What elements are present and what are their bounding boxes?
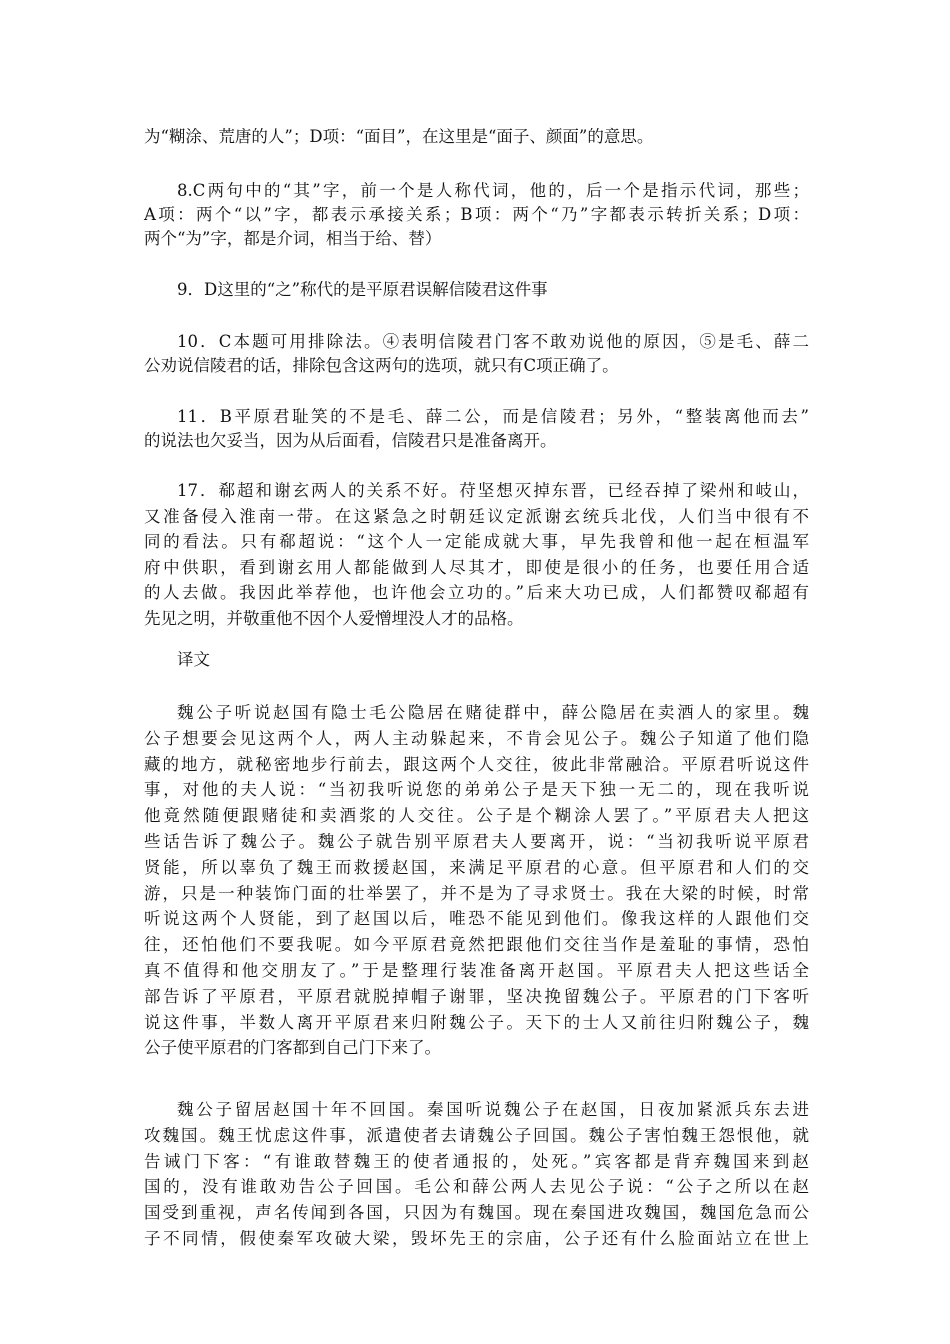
answer-paragraph-11 [144, 405, 809, 453]
text-line [144, 1200, 809, 1226]
text-segment: 事，对他的夫人说：“当初我听说您的弟弟公子是天下独一无二的，现在我听说 [144, 780, 809, 800]
text-segment: 部告诉了平原君，平原君就脱掉帽子谢罪，坚决挽留魏公子。平原君的门下客听 [144, 986, 809, 1006]
text-line: 9．D这里的“之”称代的是平原君误解信陵君这件事 [177, 280, 548, 299]
text-segment: 的人去做。我因此举荐他，也许他会立功的。”后来大功已成，人们都赞叹郗超有 [144, 583, 809, 602]
text-line [144, 958, 809, 984]
text-line [144, 932, 809, 958]
answer-paragraph-17 [144, 478, 809, 631]
text-segment: 11．B平原君耻笑的不是毛、薛二公，而是信陵君；另外，“整装离他而去” [177, 407, 809, 426]
text-segment: 他竟然随便跟赌徒和卖酒浆的人交往。公子是个糊涂人罢了。”平原君夫人把这 [144, 806, 809, 826]
text-line [144, 529, 809, 555]
text-line [144, 1149, 809, 1175]
text-line [144, 855, 809, 881]
text-segment: 国的，没有谁敢劝告公子回国。毛公和薛公两人去见公子说：“公子之所以在赵 [144, 1177, 809, 1197]
text-line [144, 1174, 809, 1200]
text-line: 两个“为”字，都是介词，相当于给、替） [144, 229, 442, 248]
text-segment: 魏公子留居赵国十年不回国。秦国听说魏公子在赵国，日夜加紧派兵东去进 [177, 1100, 809, 1119]
answer-paragraph-8 [144, 179, 809, 251]
text-line: 公劝说信陵君的话，排除包含这两句的选项，就只有C项正确了。 [144, 356, 619, 375]
text-line [144, 726, 809, 752]
text-segment: 17．郗超和谢玄两人的关系不好。苻坚想灭掉东晋，已经吞掉了梁州和岐山， [177, 481, 809, 500]
text-line [144, 752, 809, 778]
text-line [144, 1123, 809, 1149]
text-segment: 公子想要会见这两个人，两人主动躲起来，不肯会见公子。魏公子知道了他们隐 [144, 728, 809, 748]
text-segment: 国受到重视，声名传闻到各国，只因为有魏国。现在秦国进攻魏国，魏国危急而公 [144, 1203, 809, 1223]
text-line [144, 906, 809, 932]
text-segment: 子不同情，假使秦军攻破大梁，毁坏先王的宗庙，公子还有什么脸面站立在世上 [144, 1228, 809, 1248]
text-segment: 说这件事，半数人离开平原君来归附魏公子。天下的士人又前往归附魏公子，魏 [144, 1012, 809, 1032]
text-segment: 往，还怕他们不要我呢。如今平原君竟然把跟他们交往当作是羞耻的事情，恐怕 [144, 935, 809, 955]
text-line [144, 330, 809, 354]
answer-paragraph-9 [144, 278, 809, 302]
translation-heading [144, 648, 809, 672]
answer-paragraph-10 [144, 330, 809, 378]
text-line [144, 829, 809, 855]
text-line [144, 803, 809, 829]
text-line [144, 478, 809, 504]
text-line: 为“糊涂、荒唐的人”；D项：“面目”，在这里是“面子、颜面”的意思。 [144, 127, 654, 146]
text-segment: 8.C两句中的“其”字，前一个是人称代词，他的，后一个是指示代词，那些； [177, 181, 809, 200]
text-line [144, 881, 809, 907]
translation-paragraph-2 [144, 1097, 809, 1252]
text-line [144, 504, 809, 530]
text-line [144, 179, 809, 203]
text-line [144, 984, 809, 1010]
text-line [144, 1010, 809, 1036]
text-line [144, 700, 809, 726]
text-line: 的说法也欠妥当，因为从后面看，信陵君只是准备离开。 [144, 431, 557, 450]
text-line [144, 1097, 809, 1123]
text-segment: 贤能，所以辜负了魏王而救援赵国，来满足平原君的心意。但平原君和人们的交 [144, 857, 809, 877]
text-segment: 又准备侵入淮南一带。在这紧急之时朝廷议定派谢玄统兵北伐，人们当中很有不 [144, 506, 809, 526]
text-line [144, 203, 809, 227]
text-line: 译文 [177, 650, 210, 669]
text-segment: 府中供职，看到谢玄用人都能做到人尽其才，即使是很小的任务，也要任用合适 [144, 557, 809, 577]
text-segment: 同的看法。只有郗超说：“这个人一定能成就大事，早先我曾和他一起在桓温军 [144, 532, 809, 551]
translation-paragraph-1 [144, 700, 809, 1061]
text-segment: 攻魏国。魏王忧虑这件事，派遣使者去请魏公子回国。魏公子害怕魏王怨恨他，就 [144, 1125, 809, 1145]
text-segment: 告诫门下客：“有谁敢替魏王的使者通报的，处死。”宾客都是背弃魏国来到赵 [144, 1151, 809, 1171]
answer-paragraph-7-continued [144, 125, 809, 149]
text-segment: 些话告诉了魏公子。魏公子就告别平原君夫人要离开，说：“当初我听说平原君 [144, 831, 809, 851]
text-segment: A项：两个“以”字，都表示承接关系；B项：两个“乃”字都表示转折关系；D项： [144, 205, 809, 224]
text-line [144, 1226, 809, 1252]
text-line [144, 405, 809, 429]
text-segment: 游，只是一种装饰门面的壮举罢了，并不是为了寻求贤士。我在大梁的时候，时常 [144, 883, 809, 903]
text-segment: 藏的地方，就秘密地步行前去，跟这两个人交往，彼此非常融洽。平原君听说这件 [144, 754, 809, 774]
text-line [144, 580, 809, 606]
text-segment: 真不值得和他交朋友了。”于是整理行装准备离开赵国。平原君夫人把这些话全 [144, 960, 809, 980]
text-segment: 10．C本题可用排除法。④表明信陵君门客不敢劝说他的原因，⑤是毛、薛二 [177, 332, 809, 351]
text-line: 先见之明，并敬重他不因个人爱憎埋没人才的品格。 [144, 608, 524, 628]
text-segment: 听说这两个人贤能，到了赵国以后，唯恐不能见到他们。像我这样的人跟他们交 [144, 909, 809, 929]
text-line [144, 555, 809, 581]
text-line [144, 777, 809, 803]
text-line: 公子使平原君的门客都到自己门下来了。 [144, 1038, 441, 1058]
text-segment: 魏公子听说赵国有隐士毛公隐居在赌徒群中，薛公隐居在卖酒人的家里。魏 [177, 703, 809, 722]
